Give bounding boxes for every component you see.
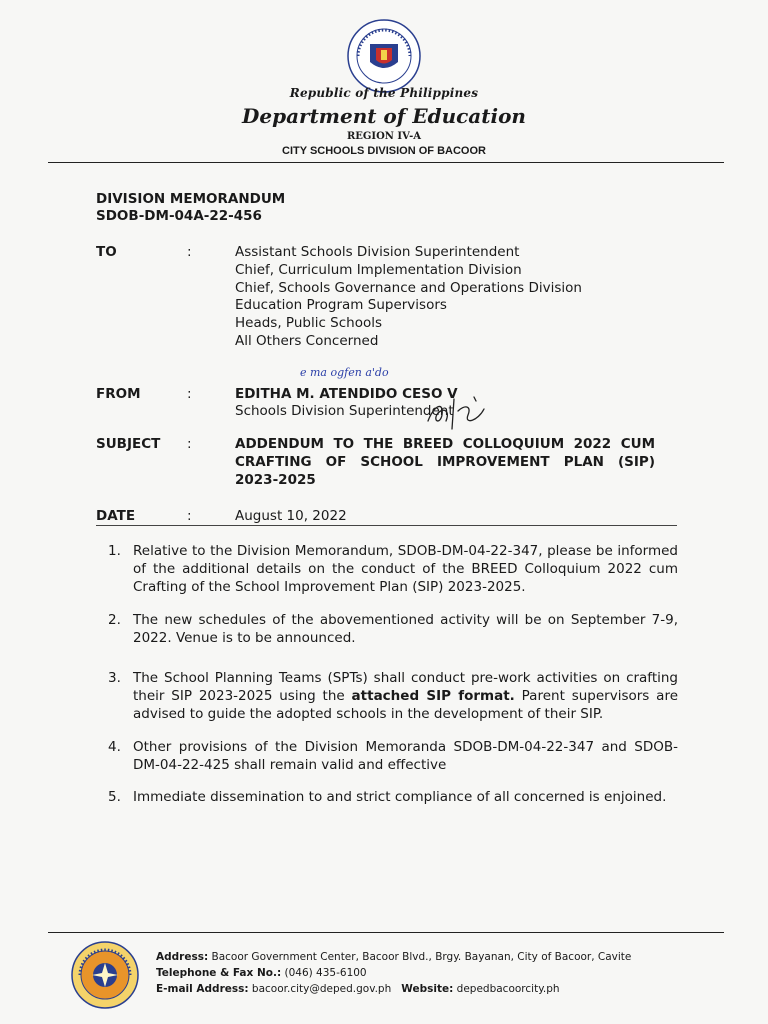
list-item bbox=[108, 739, 678, 775]
item-number: 5. bbox=[108, 789, 121, 805]
list-item bbox=[108, 612, 678, 648]
memo-number: SDOB-DM-04A-22-456 bbox=[96, 208, 262, 224]
date-label: DATE bbox=[96, 508, 136, 524]
footer-contact bbox=[156, 983, 560, 995]
division-heading: CITY SCHOOLS DIVISION OF BACOOR bbox=[282, 145, 486, 157]
to-colon: : bbox=[187, 244, 192, 260]
date-value: August 10, 2022 bbox=[235, 508, 347, 524]
subject-text: ADDENDUM TO THE BREED COLLOQUIUM 2022 CUM CRAFTING OF SCHOOL IMPROVEMENT PLAN (SIP) 2023-2025 bbox=[235, 436, 655, 488]
list-item bbox=[108, 543, 678, 596]
item-number: 4. bbox=[108, 739, 121, 755]
website-label: Website: bbox=[401, 983, 454, 995]
from-colon: : bbox=[187, 386, 192, 402]
subject-colon: : bbox=[187, 436, 192, 452]
handwritten-annotation: e ma ogfen a'do bbox=[300, 366, 389, 379]
footer-divider bbox=[48, 932, 724, 933]
recipient-item: Chief, Schools Governance and Operations Division bbox=[235, 279, 582, 296]
item-text: Other provisions of the Division Memoranda SDOB-DM-04-22-347 and SDOB-DM-04-22-425 shall remain valid and effective bbox=[133, 739, 678, 773]
item-number: 3. bbox=[108, 670, 121, 686]
deped-seal-icon bbox=[346, 18, 422, 94]
recipient-item: All Others Concerned bbox=[235, 332, 379, 349]
recipient-item: Heads, Public Schools bbox=[235, 315, 383, 332]
republic-heading: Republic of the Philippines bbox=[289, 86, 479, 100]
recipient-item: Assistant Schools Division Superintendent bbox=[235, 244, 520, 260]
item-text-before: The School Planning Teams (SPTs) shall conduct pre-work activities on crafting their SIP 2023-2025 using the bbox=[133, 670, 678, 704]
footer-address bbox=[156, 951, 631, 963]
item-number: 2. bbox=[108, 612, 121, 628]
item-text: Relative to the Division Memorandum, SDOB-DM-04-22-347, please be informed of the additional details on the conduct of the BREED Colloquium 2022 cum Crafting of the School Improvement Plan (SIP) 2023-2025. bbox=[133, 543, 678, 595]
item-text-after: Parent supervisors are advised to guide the adopted schools in the development of their SIP. bbox=[133, 687, 679, 722]
to-label: TO bbox=[96, 244, 117, 260]
sender-position: Schools Division Superintendent bbox=[235, 403, 454, 419]
recipient-item: Education Program Supervisors bbox=[235, 297, 447, 314]
list-item bbox=[108, 789, 678, 807]
date-colon: : bbox=[187, 508, 192, 524]
footer-phone bbox=[156, 967, 367, 979]
division-logo-icon bbox=[70, 940, 140, 1010]
from-label: FROM bbox=[96, 386, 141, 402]
sender-name: EDITHA M. ATENDIDO CESO V bbox=[235, 386, 458, 402]
item-text-bold: attached SIP format. bbox=[351, 687, 515, 704]
date-divider bbox=[96, 525, 677, 526]
phone-label: Telephone & Fax No.: bbox=[156, 967, 282, 979]
region-heading: REGION IV-A bbox=[346, 131, 422, 142]
department-heading: Department of Education bbox=[242, 104, 526, 128]
header-divider bbox=[48, 162, 724, 163]
subject-label: SUBJECT bbox=[96, 436, 161, 452]
email-value: bacoor.city@deped.gov.ph bbox=[251, 983, 392, 995]
list-item bbox=[108, 670, 678, 723]
email-label: E-mail Address: bbox=[156, 983, 249, 995]
memo-title: DIVISION MEMORANDUM bbox=[96, 191, 286, 207]
recipient-list bbox=[235, 244, 582, 351]
item-number: 1. bbox=[108, 543, 121, 559]
address-label: Address: bbox=[156, 951, 209, 963]
recipient-item: Chief, Curriculum Implementation Division bbox=[235, 261, 522, 278]
item-text: Immediate dissemination to and strict compliance of all concerned is enjoined. bbox=[133, 789, 667, 805]
address-value: Bacoor Government Center, Bacoor Blvd., Brgy. Bayanan, City of Bacoor, Cavite bbox=[211, 951, 632, 963]
signature-icon bbox=[424, 391, 494, 433]
website-value: depedbacoorcity.ph bbox=[456, 983, 560, 995]
item-text: The new schedules of the abovementioned activity will be on September 7-9, 2022. Venue is to be announced. bbox=[133, 612, 678, 646]
phone-value: (046) 435-6100 bbox=[284, 967, 367, 979]
